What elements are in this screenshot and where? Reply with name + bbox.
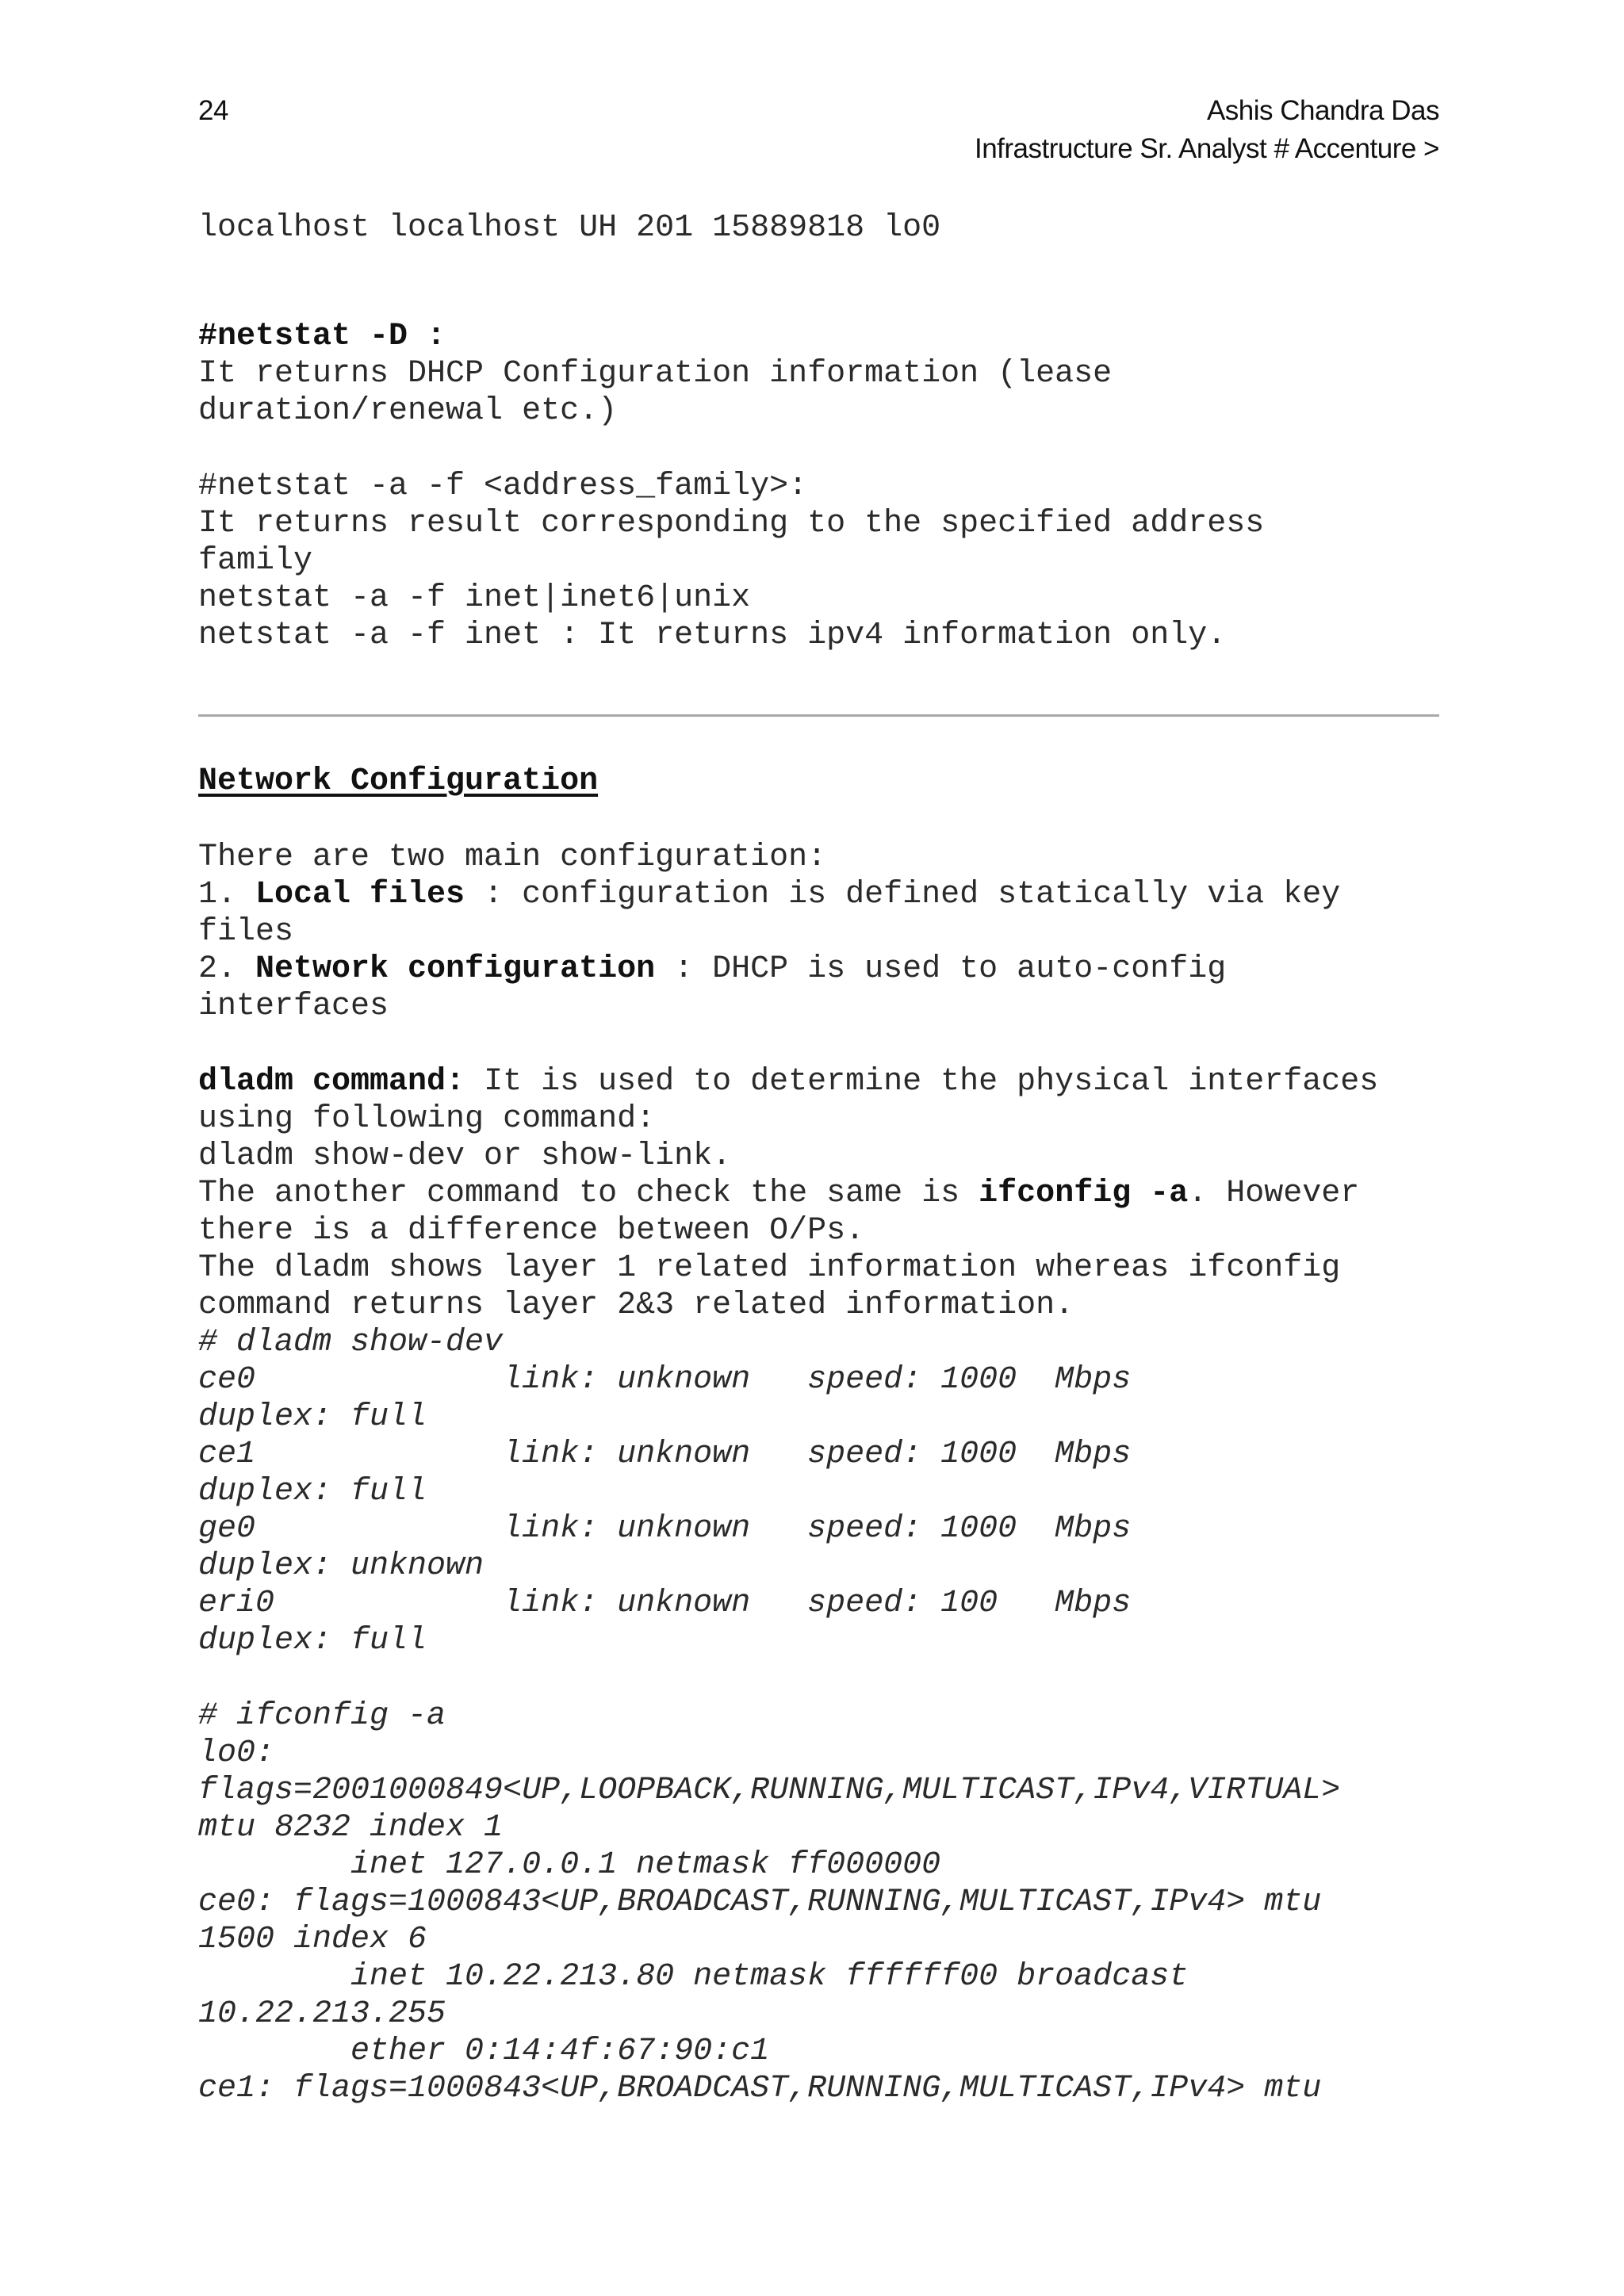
command-output-line: inet 10.22.213.80 netmask ffffff00 broadcast [198,1959,1189,1995]
header-author: Ashis Chandra Das [1206,95,1439,126]
command-output-line: 1500 index 6 [198,1922,427,1957]
section-title: Network Configuration [198,763,599,799]
command-output-line: flags=2001000849<UP,LOOPBACK,RUNNING,MULTICAST,IPv4,VIRTUAL> [198,1773,1341,1808]
text-line: There are two main configuration: [198,840,827,875]
command-output-line: ce1 link: unknown speed: 1000 Mbps [198,1437,1132,1472]
command-output-line: ge0 link: unknown speed: 1000 Mbps [198,1511,1132,1547]
text-line: family [198,543,313,579]
text-line [198,1178,1359,1210]
command-output-line: ce0: flags=1000843<UP,BROADCAST,RUNNING,MULTICAST,IPv4> mtu [198,1885,1322,1920]
list-item [198,951,1227,987]
list-term: Local files [255,877,465,913]
text-span: . However [1188,1176,1360,1211]
command-output-line: inet 127.0.0.1 netmask ff000000 [198,1847,941,1883]
text-line: netstat -a -f inet : It returns ipv4 information only. [198,618,1227,653]
text-span: It is used to determine the physical interfaces [465,1064,1379,1100]
command-output-line: ce1: flags=1000843<UP,BROADCAST,RUNNING,MULTICAST,IPv4> mtu [198,2071,1322,2107]
text-line: #netstat -a -f <address_family>: [198,469,808,504]
text-line: dladm show-dev or show-link. [198,1138,732,1174]
text-line: The dladm shows layer 1 related information whereas ifconfig [198,1250,1341,1286]
command-output-line: duplex: unknown [198,1548,485,1584]
command-output-line: ce0 link: unknown speed: 1000 Mbps [198,1362,1132,1398]
ifconfig-term: ifconfig -a [979,1176,1189,1211]
text-span: The another command to check the same is [198,1176,979,1211]
text-line: It returns DHCP Configuration information (lease [198,356,1113,392]
text-line: there is a difference between O/Ps. [198,1213,865,1249]
text-line: files [198,914,294,950]
dladm-paragraph [198,1066,1378,1098]
command-output-line: mtu 8232 index 1 [198,1810,504,1846]
horizontal-divider [198,714,1439,717]
command-output-line: duplex: full [198,1399,427,1435]
list-number: 1. [198,877,256,913]
header-role: Infrastructure Sr. Analyst # Accenture > [974,133,1439,164]
list-description: : configuration is defined statically via key [465,877,1341,913]
text-line: localhost localhost UH 201 15889818 lo0 [198,210,941,246]
page-number: 24 [198,95,228,126]
netstat-d-heading: #netstat -D : [198,319,446,354]
command-output-line: # ifconfig -a [198,1698,446,1734]
command-output-line: lo0: [198,1735,275,1771]
text-line: interfaces [198,989,389,1024]
text-line: using following command: [198,1101,656,1137]
text-line: It returns result corresponding to the specified address [198,506,1265,541]
command-output-line: duplex: full [198,1474,427,1510]
text-line: duration/renewal etc.) [198,393,618,429]
command-output-line: # dladm show-dev [198,1325,504,1360]
list-term: Network configuration [255,951,656,987]
text-line: netstat -a -f inet|inet6|unix [198,580,751,616]
text-line: command returns layer 2&3 related information. [198,1288,1074,1323]
command-output-line: ether 0:14:4f:67:90:c1 [198,2034,770,2069]
command-output-line: 10.22.213.255 [198,1996,446,2032]
command-output-line: duplex: full [198,1623,427,1659]
dladm-term: dladm command: [198,1064,465,1100]
list-description: : DHCP is used to auto-config [655,951,1227,987]
list-item [198,879,1340,911]
command-output-line: eri0 link: unknown speed: 100 Mbps [198,1586,1132,1621]
list-number: 2. [198,951,256,987]
